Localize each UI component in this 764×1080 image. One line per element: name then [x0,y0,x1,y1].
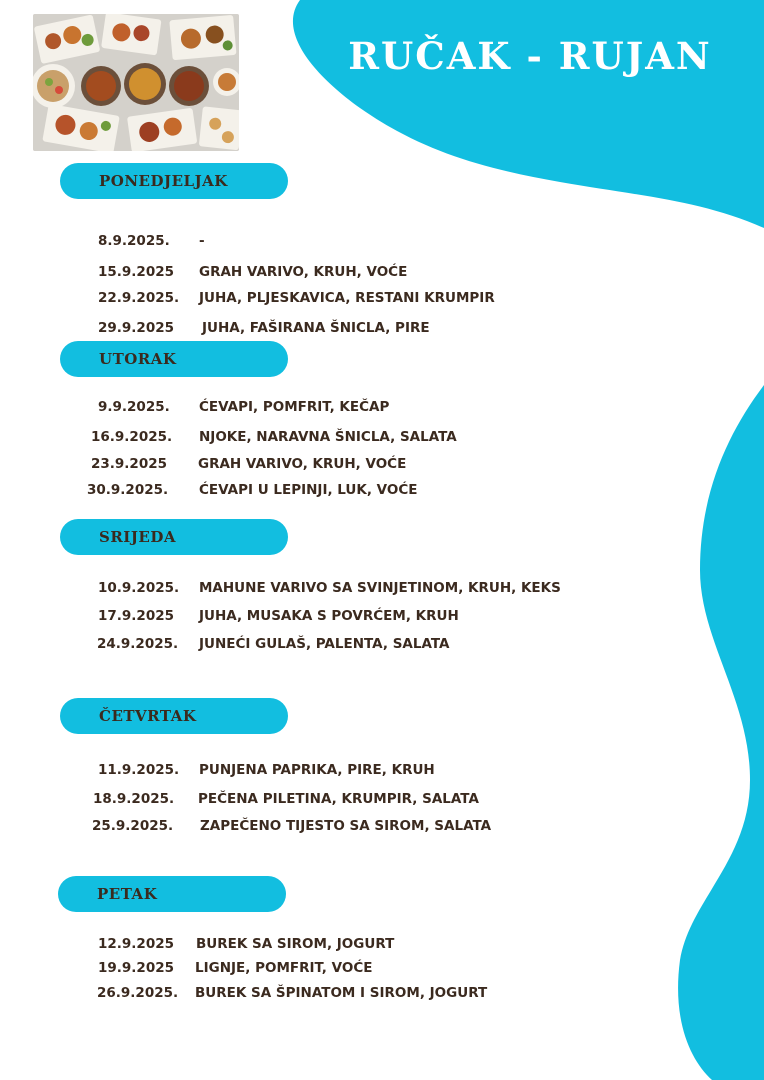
day-label: ČETVRTAK [99,707,197,725]
meal-description: JUNEĆI GULAŠ, PALENTA, SALATA [199,636,450,652]
day-label: PONEDJELJAK [99,172,228,190]
meal-description: BUREK SA ŠPINATOM I SIROM, JOGURT [195,985,488,1001]
food-photo [33,14,239,151]
day-label: PETAK [97,885,158,903]
meal-description: NJOKE, NARAVNA ŠNICLA, SALATA [199,429,457,445]
meal-description: BUREK SA SIROM, JOGURT [196,936,395,952]
meal-date: 22.9.2025. [98,290,180,306]
meal-date: 10.9.2025. [98,580,180,596]
meal-date: 26.9.2025. [97,985,179,1001]
meal-date: 24.9.2025. [97,636,179,652]
meal-date: 15.9.2025 [98,264,175,280]
meal-description: JUHA, PLJESKAVICA, RESTANI KRUMPIR [199,290,495,306]
meal-description: GRAH VARIVO, KRUH, VOĆE [199,264,408,280]
meal-description: LIGNJE, POMFRIT, VOĆE [195,960,373,976]
day-header-tuesday [60,341,288,377]
meal-date: 17.9.2025 [98,608,175,624]
meal-date: 16.9.2025. [91,429,173,445]
day-label: UTORAK [99,350,177,368]
meal-date: 9.9.2025. [98,399,170,415]
meal-date: 25.9.2025. [92,818,174,834]
meal-date: 12.9.2025 [98,936,175,952]
meal-description: PEČENA PILETINA, KRUMPIR, SALATA [198,791,479,807]
meal-description: ZAPEČENO TIJESTO SA SIROM, SALATA [200,818,492,834]
right-wave [678,385,764,1080]
meal-description: PUNJENA PAPRIKA, PIRE, KRUH [199,762,435,778]
day-label: SRIJEDA [99,528,176,546]
meal-date: 18.9.2025. [93,791,175,807]
meal-description: ĆEVAPI U LEPINJI, LUK, VOĆE [199,482,418,498]
meal-description: JUHA, FAŠIRANA ŠNICLA, PIRE [202,320,430,336]
meal-date: 30.9.2025. [87,482,169,498]
meal-description: - [199,233,205,249]
meal-date: 23.9.2025 [91,456,168,472]
meal-date: 11.9.2025. [98,762,180,778]
meal-description: MAHUNE VARIVO SA SVINJETINOM, KRUH, KEKS [199,580,561,596]
day-header-friday [58,876,286,912]
day-header-monday [60,163,288,199]
meal-description: GRAH VARIVO, KRUH, VOĆE [198,456,407,472]
meal-description: JUHA, MUSAKA S POVRĆEM, KRUH [199,608,459,624]
meal-date: 19.9.2025 [98,960,175,976]
day-header-wednesday [60,519,288,555]
day-header-thursday [60,698,288,734]
page-title: RUČAK - RUJAN [348,34,712,78]
meal-date: 29.9.2025 [98,320,175,336]
meal-description: ĆEVAPI, POMFRIT, KEČAP [199,399,390,415]
meal-date: 8.9.2025. [98,233,170,249]
